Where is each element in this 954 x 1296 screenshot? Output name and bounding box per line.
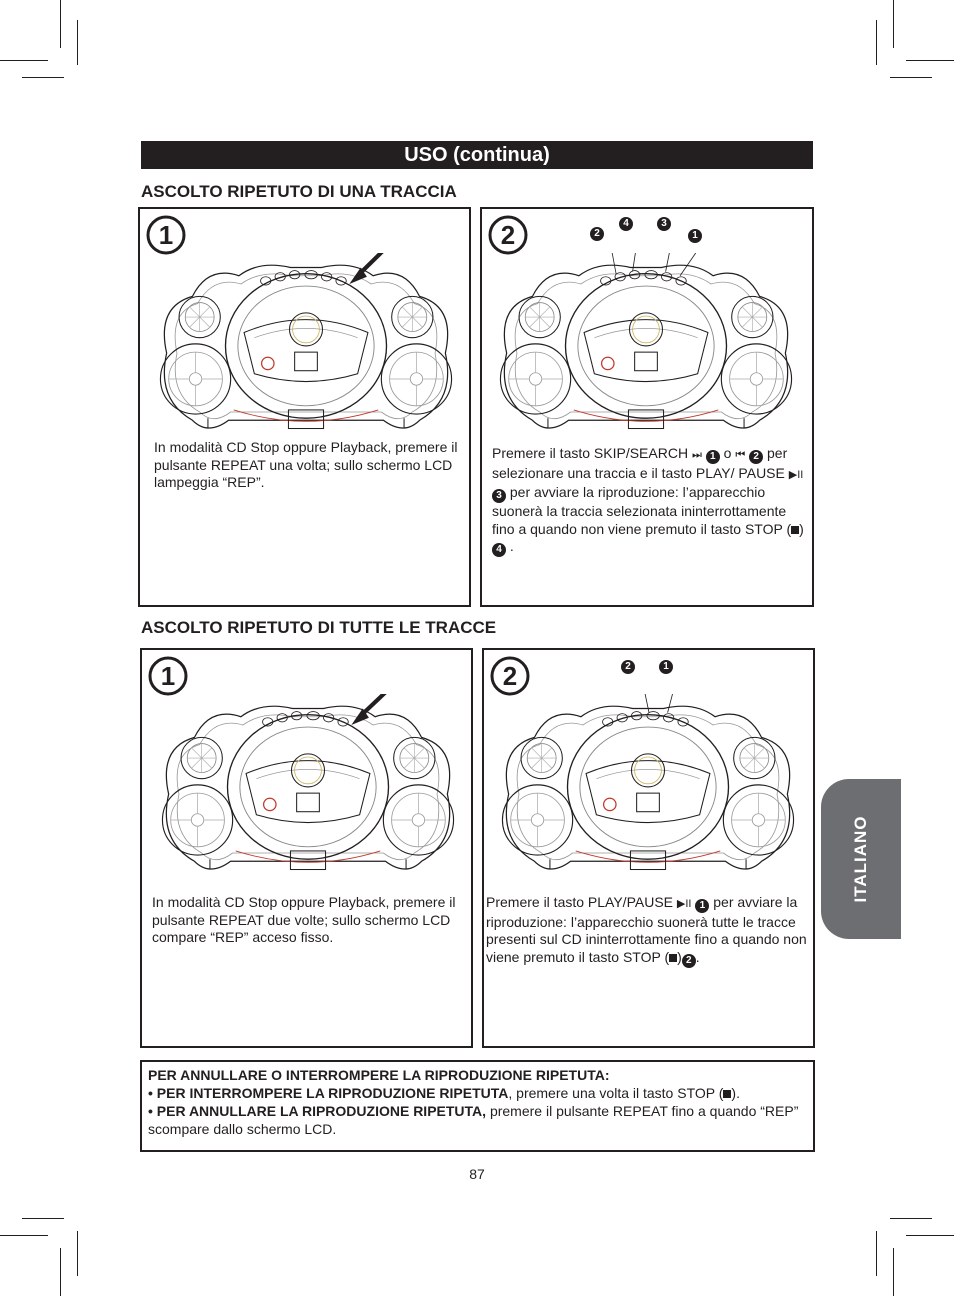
crop-mark xyxy=(876,1231,877,1276)
next-icon: ⏭ xyxy=(691,449,702,461)
crop-mark xyxy=(60,0,61,48)
step-text: Premere il tasto PLAY/PAUSE ▶II 1 per avviare la riproduzione: l’apparecchio suonerà tutte le tracce presenti sul CD ininterrottamente fino a quando non viene premuto il tasto STOP ( ) 2 . xyxy=(486,894,807,966)
page-number: 87 xyxy=(469,1166,485,1182)
crop-mark xyxy=(876,20,877,65)
crop-mark xyxy=(890,77,932,78)
crop-mark xyxy=(77,1231,78,1276)
crop-mark xyxy=(893,0,894,48)
callout-number: 3 xyxy=(492,489,506,503)
callout-number: 2 xyxy=(682,954,696,968)
callout-label: 1 xyxy=(659,660,673,674)
language-tab xyxy=(821,779,901,939)
step-number-1 xyxy=(146,215,186,255)
crop-mark xyxy=(60,1248,61,1296)
callout-label: 1 xyxy=(688,229,702,243)
section-heading-single-track: ASCOLTO RIPETUTO DI UNA TRACCIA xyxy=(141,182,457,201)
device-illustration xyxy=(146,253,466,443)
crop-mark xyxy=(0,60,48,61)
callout-label: 2 xyxy=(621,660,635,674)
step-text: Premere il tasto SKIP/SEARCH ⏭ 1 o ⏮ 2 per selezionare una traccia e il tasto PLAY/ PAUSE ▶II 3 per avviare la riproduzione: l’apparecchio suonerà la traccia selezionata ininterrottamente fino a quando non viene premuto il tasto STOP ( )4 . xyxy=(492,445,804,556)
crop-mark xyxy=(890,1218,932,1219)
crop-mark xyxy=(22,1218,64,1219)
callout-number: 4 xyxy=(492,543,506,557)
device-illustration xyxy=(148,694,468,884)
callout-number: 1 xyxy=(695,899,709,913)
callout-label: 2 xyxy=(590,227,604,241)
panel-all-step2 xyxy=(482,648,815,1048)
arrow-repeat-indicator xyxy=(358,253,413,276)
crop-mark xyxy=(22,77,64,78)
crop-mark xyxy=(906,1235,954,1236)
play-pause-icon: ▶II xyxy=(788,468,804,481)
step-number-2 xyxy=(490,656,530,696)
prev-icon: ⏮ xyxy=(735,449,746,461)
step-text: In modalità CD Stop oppure Playback, premere il pulsante REPEAT due volte; sullo schermo LCD compare “REP” acceso fisso. xyxy=(152,894,456,946)
device-illustration xyxy=(486,253,806,443)
stop-icon xyxy=(791,526,799,534)
section-heading-all-tracks: ASCOLTO RIPETUTO DI TUTTE LE TRACCE xyxy=(141,618,497,637)
step-number-1 xyxy=(148,656,188,696)
callout-label: 3 xyxy=(657,217,671,231)
callout-number: 1 xyxy=(706,450,720,464)
crop-mark xyxy=(0,1235,48,1236)
step-text: In modalità CD Stop oppure Playback, premere il pulsante REPEAT una volta; sullo schermo LCD lampeggia “REP”. xyxy=(154,439,458,491)
note-title: PER ANNULLARE O INTERROMPERE LA RIPRODUZIONE RIPETUTA: xyxy=(148,1067,610,1083)
note-bullet-cancel: • PER ANNULLARE LA RIPRODUZIONE RIPETUTA, premere il pulsante REPEAT fino a quando “REP” scompare dallo schermo LCD. xyxy=(148,1103,799,1137)
crop-mark xyxy=(893,1248,894,1296)
panel-all-step1 xyxy=(140,648,473,1048)
panel-single-step1 xyxy=(138,207,471,607)
callout-label: 4 xyxy=(619,217,633,231)
callout-number: 2 xyxy=(749,450,763,464)
arrow-repeat-indicator xyxy=(360,694,415,717)
stop-icon xyxy=(669,954,677,962)
note-box xyxy=(140,1060,815,1152)
step-number-2 xyxy=(488,215,528,255)
crop-mark xyxy=(77,20,78,65)
play-pause-icon: ▶II xyxy=(676,898,692,910)
panel-single-step2 xyxy=(480,207,814,607)
device-illustration xyxy=(488,694,808,884)
note-bullet-interrupt: • PER INTERROMPERE LA RIPRODUZIONE RIPETUTA, premere una volta il tasto STOP ( ). xyxy=(148,1085,740,1101)
page-title: USO (continua) xyxy=(141,141,813,169)
crop-mark xyxy=(906,60,954,61)
language-tab-label: ITALIANO xyxy=(851,815,870,903)
